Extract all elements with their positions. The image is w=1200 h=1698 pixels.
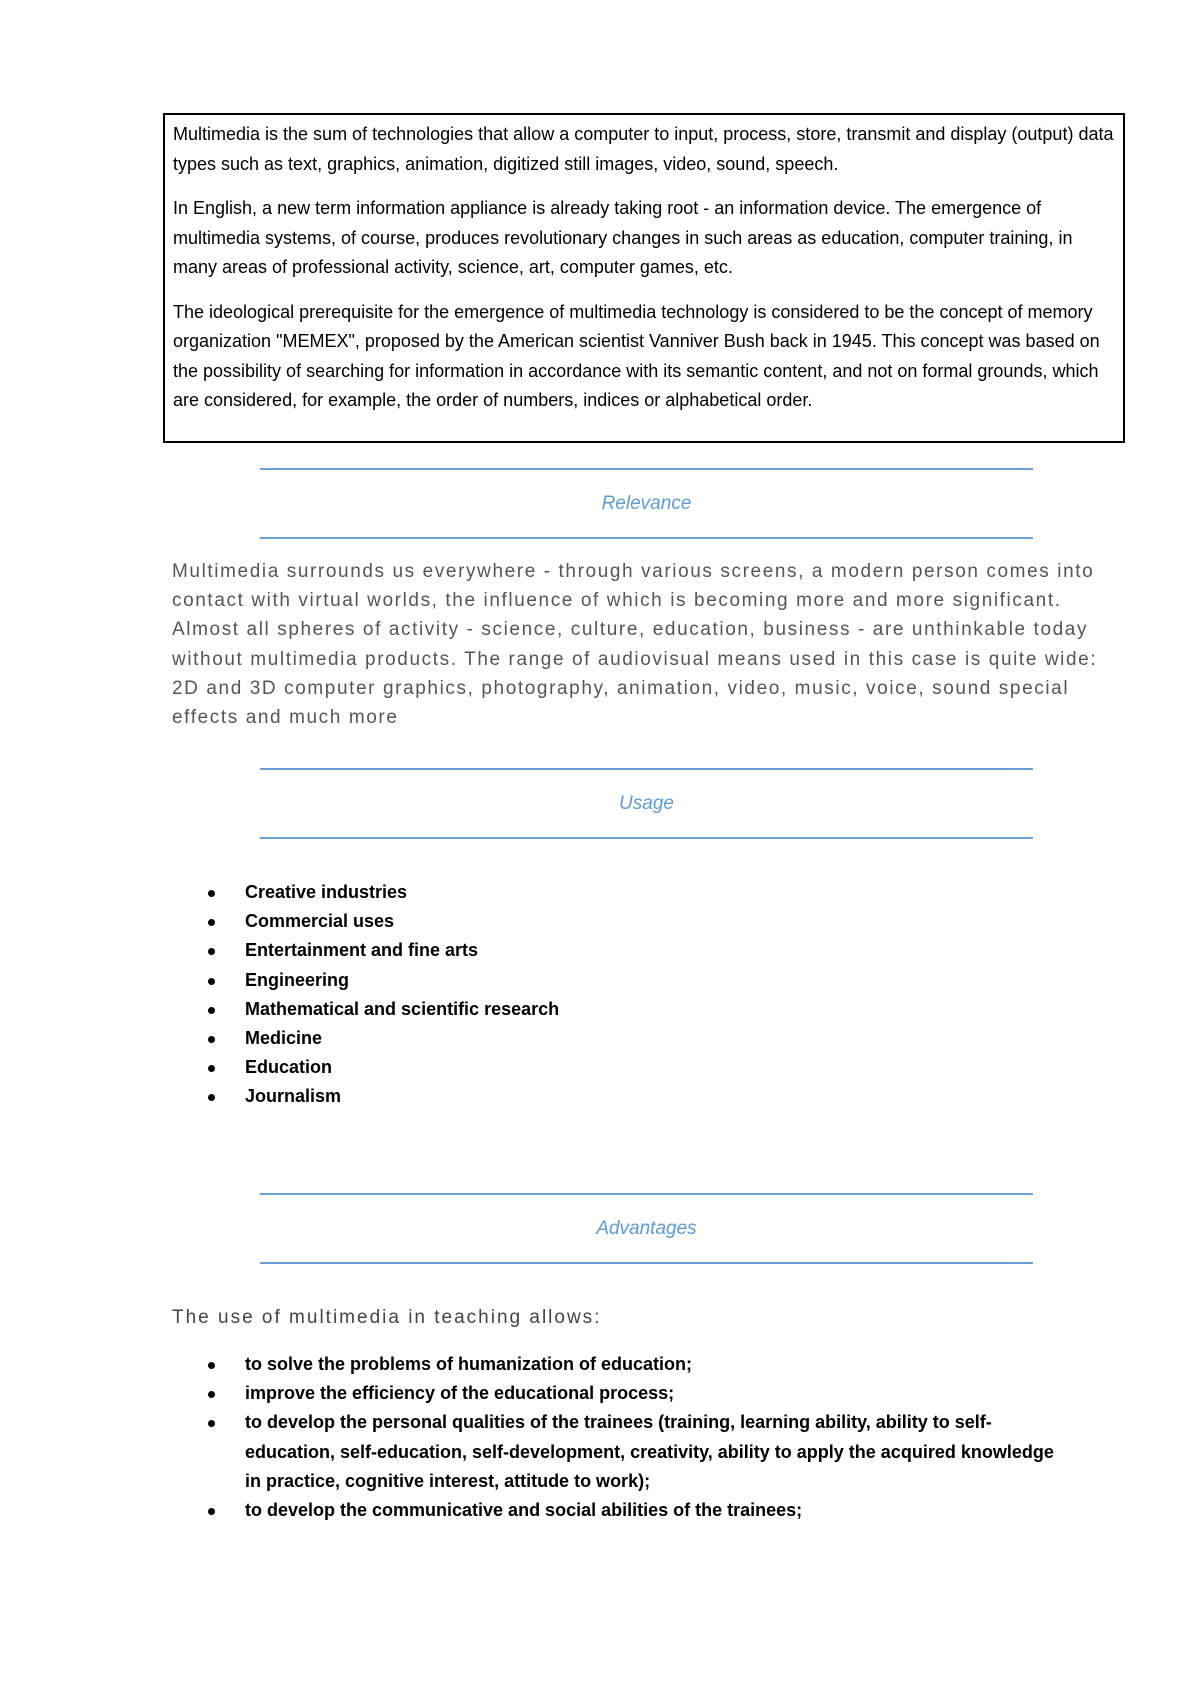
relevance-text: Multimedia surrounds us everywhere - through various screens, a modern person comes into contact with virtual worlds, the influence of which is becoming more and more significant. Almost all spheres of activity - science, culture, education, business - are unthinkable today without multimedia products. The range of audiovisual means used in this case is quite wide: 2D and 3D computer graphics, photography, animation, video, music, voice, sound special effects and much more [172, 561, 1098, 729]
list-item-label: Education [245, 1057, 333, 1078]
list-item [172, 1053, 872, 1082]
list-item-label: to develop the communicative and social abilities of the trainees; [245, 1500, 803, 1521]
list-item-label: to solve the problems of humanization of education; [245, 1354, 693, 1374]
heading-rule-top [260, 1193, 1033, 1195]
heading-rule-bottom [260, 1262, 1033, 1264]
list-item-label: improve the efficiency of the educational process; [245, 1383, 675, 1404]
bullet-icon [208, 1094, 215, 1101]
advantages-intro: The use of multimedia in teaching allows: [172, 1307, 602, 1328]
bullet-icon [208, 1508, 215, 1515]
list-item [172, 1082, 872, 1111]
bullet-icon [208, 1391, 215, 1398]
list-item-label: Journalism [245, 1086, 342, 1107]
bullet-icon [208, 919, 215, 926]
relevance-heading: Relevance [601, 493, 692, 514]
intro-paragraph-1: Multimedia is the sum of technologies that allow a computer to input, process, store, transmit and display (output) data types such as text, graphics, animation, digitized still images, video, sound, speech. [173, 124, 1114, 174]
advantages-list [172, 1350, 1072, 1525]
list-item [172, 907, 872, 936]
usage-heading: Usage [619, 793, 674, 814]
list-item [172, 878, 872, 907]
list-item-label: Commercial uses [245, 911, 395, 932]
list-item [172, 966, 872, 995]
relevance-heading-block [260, 468, 1033, 539]
list-item-label: Medicine [245, 1028, 323, 1049]
bullet-icon [208, 978, 215, 985]
intro-paragraph-2: In English, a new term information appliance is already taking root - an information device. The emergence of multimedia systems, of course, produces revolutionary changes in such areas as education, computer training, in many areas of professional activity, science, art, computer games, etc. [173, 198, 1073, 277]
list-item [172, 936, 872, 965]
heading-rule-top [260, 768, 1033, 770]
heading-rule-bottom [260, 837, 1033, 839]
bullet-icon [208, 1362, 215, 1369]
list-item [172, 1408, 1072, 1496]
usage-list [172, 878, 872, 1112]
bullet-icon [208, 890, 215, 897]
list-item-label: Creative industries [245, 882, 408, 902]
list-item-label: to develop the personal qualities of the trainees (training, learning ability, ability to self-education, self-education, self-development, creativity, ability to apply the acquired knowledge in practice, cognitive interest, attitude to work); [245, 1412, 1054, 1491]
advantages-heading: Advantages [596, 1218, 697, 1239]
bullet-icon [208, 1007, 215, 1014]
list-item [172, 995, 872, 1024]
list-item-label: Entertainment and fine arts [245, 940, 479, 961]
list-item-label: Engineering [245, 969, 350, 990]
usage-heading-block [260, 768, 1033, 839]
list-item [172, 1350, 1072, 1379]
list-item [172, 1379, 1072, 1408]
list-item-label: Mathematical and scientific research [245, 998, 560, 1019]
bullet-icon [208, 1065, 215, 1072]
intro-box [163, 113, 1125, 443]
bullet-icon [208, 1036, 215, 1043]
bullet-icon [208, 1420, 215, 1427]
list-item [172, 1024, 872, 1053]
list-item [172, 1496, 1072, 1525]
intro-paragraph-3: The ideological prerequisite for the emergence of multimedia technology is considered to be the concept of memory organization "MEMEX", proposed by the American scientist Vanniver Bush back in 1945. This concept was based on the possibility of searching for information in accordance with its semantic content, and not on formal grounds, which are considered, for example, the order of numbers, indices or alphabetical order. [173, 301, 1100, 410]
heading-rule-top [260, 468, 1033, 470]
heading-rule-bottom [260, 537, 1033, 539]
bullet-icon [208, 948, 215, 955]
advantages-heading-block [260, 1193, 1033, 1264]
